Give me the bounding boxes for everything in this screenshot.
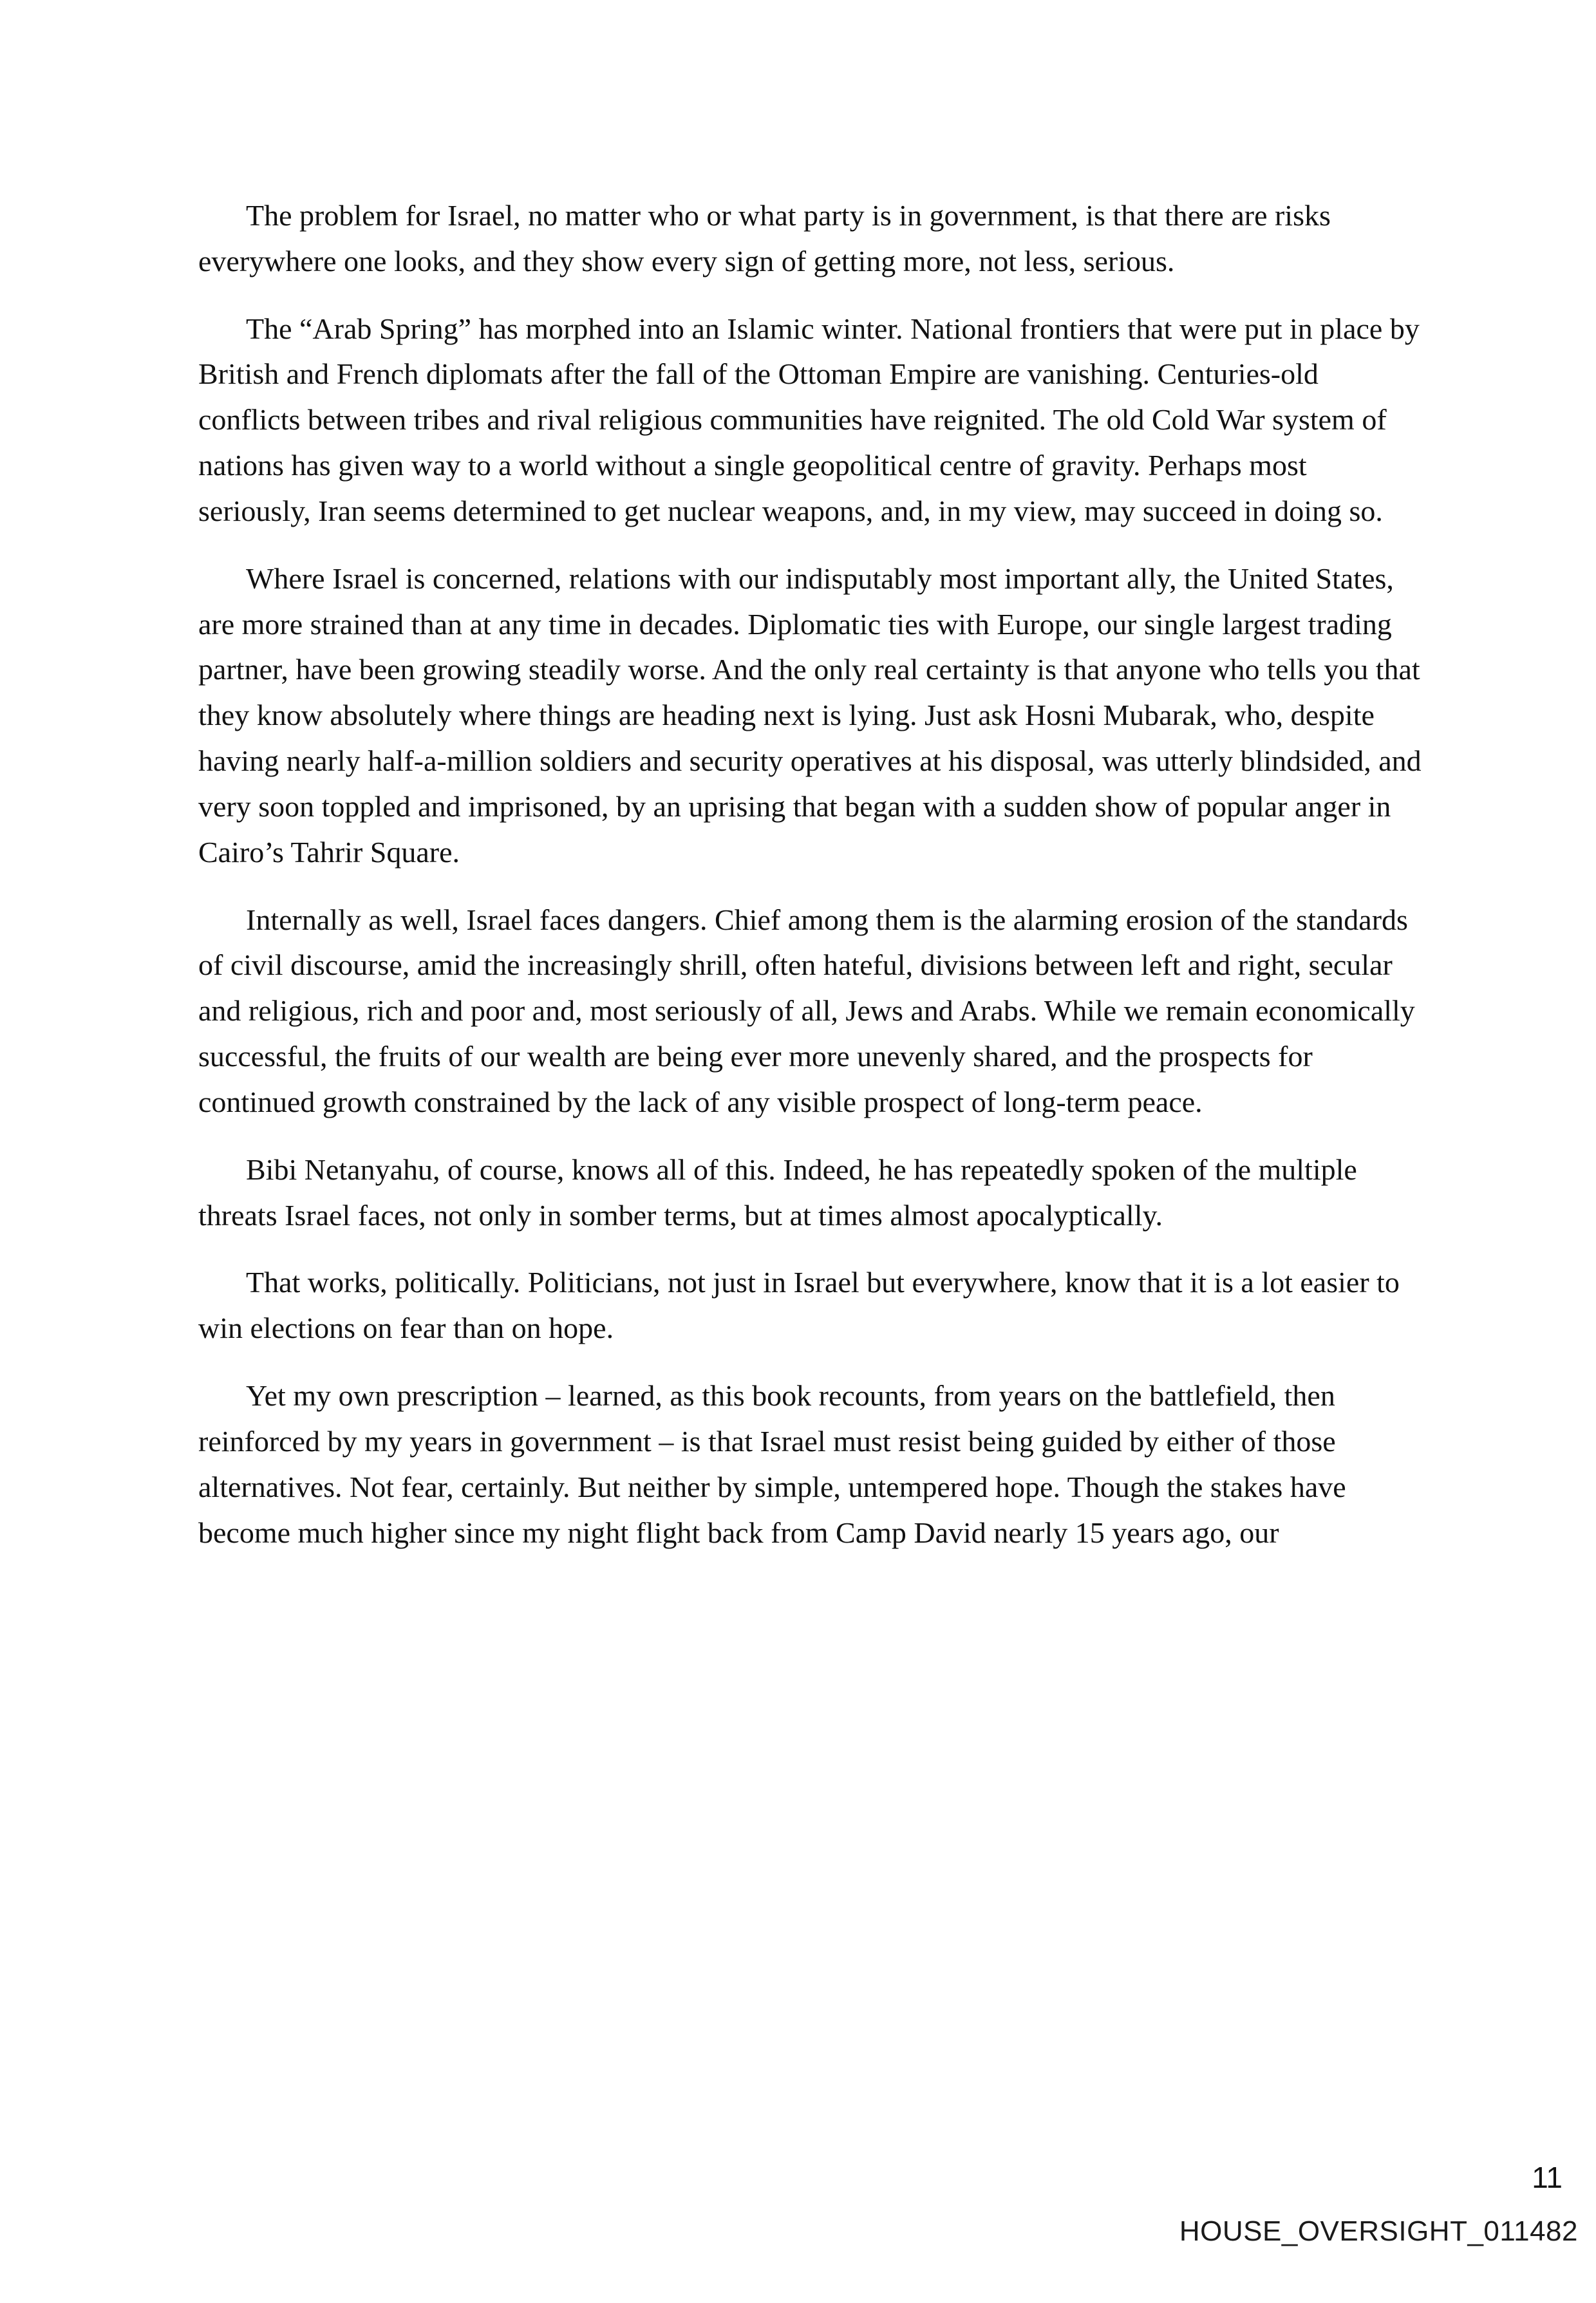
paragraph: Yet my own prescription – learned, as this book recounts, from years on the battlefield, then reinforced by my years in government – is that Israel must resist being guided by either of those alternatives. Not fear, certainly. But neither by simple, untempered hope. Though the stakes have become much higher since my night flight back from Camp David nearly 15 years ago, our [198,1379,1346,1549]
paragraph: Internally as well, Israel faces dangers. Chief among them is the alarming erosion of the standards of civil discourse, amid the increasingly shrill, often hateful, divisions between left and right, secular and religious, rich and poor and, most seriously of all, Jews and Arabs. While we remain economically successful, the fruits of our wealth are being ever more unevenly shared, and the prospects for continued growth constrained by the lack of any visible prospect of long-term peace. [198,903,1415,1118]
page-body-text [198,193,1425,1577]
paragraph: That works, politically. Politicians, not just in Israel but everywhere, know that it is a lot easier to win elections on fear than on hope. [198,1266,1400,1345]
paragraph: The problem for Israel, no matter who or what party is in government, is that there are risks everywhere one looks, and they show every sign of getting more, not less, serious. [198,199,1331,277]
page-number: 11 [1532,2161,1563,2194]
paragraph: The “Arab Spring” has morphed into an Islamic winter. National frontiers that were put in place by British and French diplomats after the fall of the Ottoman Empire are vanishing. Centuries-old conflicts between tribes and rival religious communities have reignited. The old Cold War system of nations has given way to a world without a single geopolitical centre of gravity. Perhaps most seriously, Iran seems determined to get nuclear weapons, and, in my view, may succeed in doing so. [198,312,1420,527]
paragraph: Where Israel is concerned, relations with our indisputably most important ally, the United States, are more strained than at any time in decades. Diplomatic ties with Europe, our single largest trading partner, have been growing steadily worse. And the only real certainty is that anyone who tells you that they know absolutely where things are heading next is lying. Just ask Hosni Mubarak, who, despite having nearly half-a-million soldiers and security operatives at his disposal, was utterly blindsided, and very soon toppled and imprisoned, by an uprising that began with a sudden show of popular anger in Cairo’s Tahrir Square. [198,561,1422,869]
bates-stamp: HOUSE_OVERSIGHT_011482 [1179,2215,1578,2247]
paragraph: Bibi Netanyahu, of course, knows all of this. Indeed, he has repeatedly spoken of the multiple threats Israel faces, not only in somber terms, but at times almost apocalyptically. [198,1152,1357,1232]
